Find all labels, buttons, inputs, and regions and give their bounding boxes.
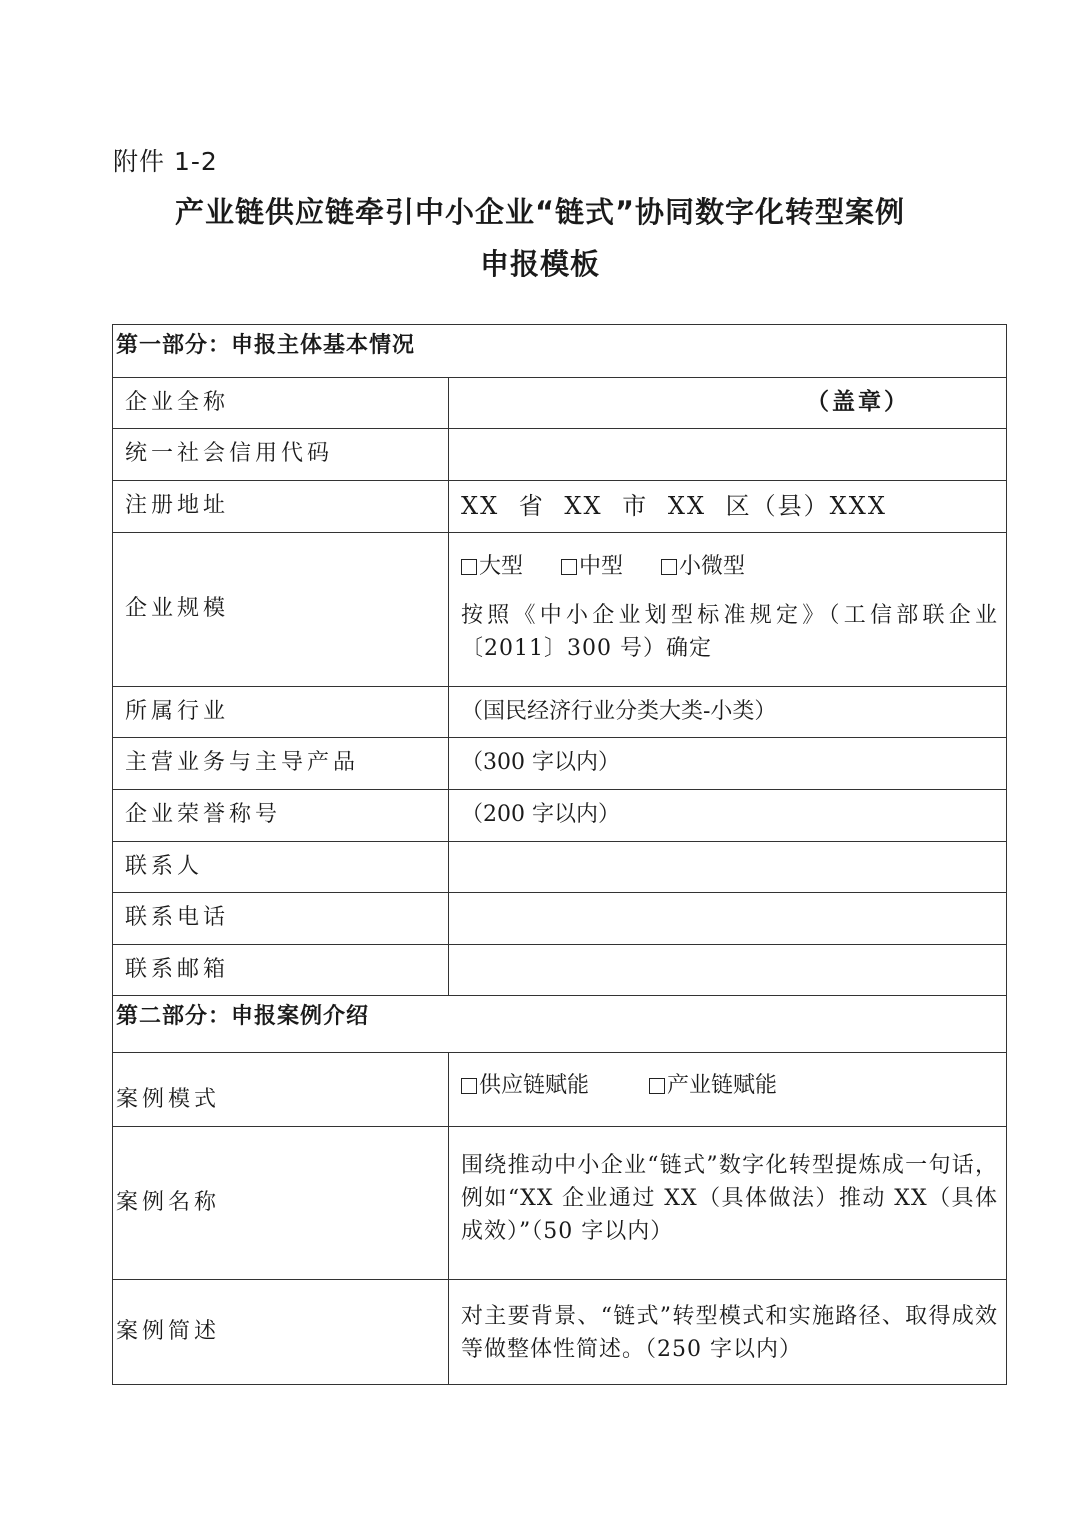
- field-scale: [449, 533, 1007, 687]
- label-contact-person: 联系人: [113, 842, 449, 893]
- form-row-industry: [113, 687, 1007, 738]
- document-subtitle: 申报模板: [479, 247, 600, 281]
- field-contact-email[interactable]: [449, 945, 1007, 996]
- checkbox-icon: [661, 559, 677, 575]
- checkbox-label-industry-chain: 产业链赋能: [667, 1073, 778, 1098]
- checkbox-icon: [649, 1078, 665, 1094]
- label-business: 主营业务与主导产品: [113, 738, 449, 790]
- label-case-mode: 案例模式: [113, 1053, 449, 1127]
- form-row-scale: [113, 533, 1007, 687]
- label-contact-phone: 联系电话: [113, 893, 449, 945]
- document-title: 产业链供应链牵引中小企业“链式”协同数字化转型案例: [174, 195, 906, 229]
- checkbox-medium[interactable]: [561, 554, 623, 580]
- attachment-label: 附件 1-2: [113, 147, 218, 176]
- label-company-name: 企业全称: [113, 378, 449, 429]
- section-heading-part1: 第一部分：申报主体基本情况: [113, 325, 1007, 378]
- field-business[interactable]: （300 字以内）: [449, 738, 1007, 790]
- checkbox-supply-chain[interactable]: [461, 1073, 589, 1099]
- checkbox-label-supply-chain: 供应链赋能: [479, 1073, 590, 1098]
- field-contact-phone[interactable]: [449, 893, 1007, 945]
- scale-options: [461, 554, 998, 580]
- form-row-contact-phone: [113, 893, 1007, 945]
- checkbox-large[interactable]: [461, 554, 523, 580]
- seal-note: （盖章）: [806, 389, 911, 416]
- field-address[interactable]: [449, 481, 1007, 533]
- field-case-name[interactable]: [449, 1127, 1007, 1280]
- section-heading-part2: 第二部分：申报案例介绍: [113, 996, 1007, 1053]
- address-value: XX 省 XX 市 XX 区（县）XXX: [461, 491, 887, 520]
- form-row-case-name: [113, 1127, 1007, 1280]
- label-credit-code: 统一社会信用代码: [113, 429, 449, 481]
- form-row-credit-code: [113, 429, 1007, 481]
- label-contact-email: 联系邮箱: [113, 945, 449, 996]
- label-industry: 所属行业: [113, 687, 449, 738]
- field-company-name[interactable]: [449, 378, 1007, 429]
- form-row-honors: [113, 790, 1007, 842]
- scale-standard-note: 按照《中小企业划型标准规定》（工信部联企业〔2011〕300 号）确定: [461, 602, 999, 661]
- field-credit-code[interactable]: [449, 429, 1007, 481]
- label-case-name: 案例名称: [113, 1127, 449, 1280]
- form-row-business: [113, 738, 1007, 790]
- application-form-table: [112, 324, 1007, 1385]
- field-case-summary[interactable]: [449, 1280, 1007, 1385]
- checkbox-label-large: 大型: [479, 554, 524, 580]
- case-mode-options: [461, 1073, 998, 1099]
- form-row-case-summary: [113, 1280, 1007, 1385]
- form-row-address: [113, 481, 1007, 533]
- checkbox-icon: [461, 559, 477, 575]
- field-industry[interactable]: （国民经济行业分类大类-小类）: [449, 687, 1007, 738]
- checkbox-icon: [561, 559, 577, 575]
- field-contact-person[interactable]: [449, 842, 1007, 893]
- label-honors: 企业荣誉称号: [113, 790, 449, 842]
- case-name-guidance: 围绕推动中小企业“链式”数字化转型提炼成一句话，例如“XX 企业通过 XX（具体做法）推动 XX（具体成效）”（50 字以内）: [461, 1153, 999, 1244]
- field-honors[interactable]: （200 字以内）: [449, 790, 1007, 842]
- checkbox-label-small-micro: 小微型: [679, 554, 746, 580]
- checkbox-industry-chain[interactable]: [649, 1073, 777, 1099]
- checkbox-icon: [461, 1078, 477, 1094]
- field-case-mode: [449, 1053, 1007, 1127]
- section-row-part1: [113, 325, 1007, 378]
- label-scale: 企业规模: [113, 533, 449, 687]
- form-row-contact-person: [113, 842, 1007, 893]
- form-row-contact-email: [113, 945, 1007, 996]
- case-summary-guidance: 对主要背景、“链式”转型模式和实施路径、取得成效等做整体性简述。（250 字以内）: [461, 1304, 999, 1362]
- checkbox-label-medium: 中型: [579, 554, 624, 580]
- form-row-company-name: [113, 378, 1007, 429]
- label-address: 注册地址: [113, 481, 449, 533]
- label-case-summary: 案例简述: [113, 1280, 449, 1385]
- checkbox-small-micro[interactable]: [661, 554, 745, 580]
- form-row-case-mode: [113, 1053, 1007, 1127]
- section-row-part2: [113, 996, 1007, 1053]
